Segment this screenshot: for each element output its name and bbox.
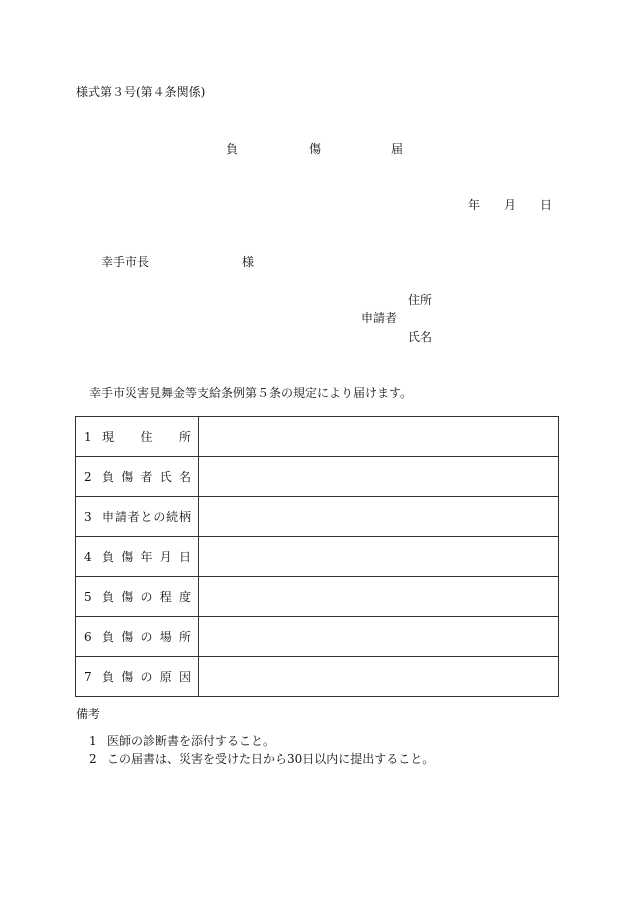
table-row	[76, 417, 559, 457]
injury-severity-field[interactable]	[199, 577, 559, 617]
row-label: 負傷の程度	[102, 590, 191, 604]
addressee-honorific: 様	[242, 255, 255, 269]
row-label: 申請者との続柄	[102, 510, 191, 524]
remark-item	[89, 753, 434, 765]
remark-item	[89, 735, 275, 747]
row-label-cell	[76, 617, 199, 657]
row-label: 現住所	[102, 430, 191, 444]
row-label-cell	[76, 657, 199, 697]
row-number: 3	[84, 509, 92, 524]
injury-date-field[interactable]	[199, 537, 559, 577]
row-label: 負傷年月日	[102, 550, 191, 564]
remark-number: 1	[89, 734, 97, 748]
addressee-line	[0, 256, 630, 270]
date-month-label: 月	[504, 198, 517, 212]
row-number: 1	[84, 429, 92, 444]
title-char: 負	[226, 142, 239, 156]
declaration-text: 幸手市災害見舞金等支給条例第５条の規定により届けます。	[89, 386, 413, 400]
row-number: 5	[84, 589, 92, 604]
relationship-field[interactable]	[199, 497, 559, 537]
applicant-label: 申請者	[361, 311, 398, 325]
row-label-cell	[76, 577, 199, 617]
table-row	[76, 657, 559, 697]
injured-person-name-field[interactable]	[199, 457, 559, 497]
form-table	[75, 416, 559, 697]
table-row	[76, 457, 559, 497]
applicant-address-label: 住所	[408, 293, 433, 307]
remark-text: 医師の診断書を添付すること。	[107, 734, 276, 748]
injury-location-field[interactable]	[199, 617, 559, 657]
title-char: 届	[391, 142, 404, 156]
date-year-label: 年	[468, 198, 481, 212]
row-label-cell	[76, 417, 199, 457]
table-row	[76, 537, 559, 577]
row-number: 2	[84, 469, 92, 484]
remarks-heading: 備考	[76, 707, 101, 721]
table-row	[76, 617, 559, 657]
row-number: 7	[84, 669, 92, 684]
applicant-name-label: 氏名	[408, 330, 433, 344]
date-day-label: 日	[540, 198, 553, 212]
title-char: 傷	[309, 142, 322, 156]
table-row	[76, 577, 559, 617]
row-label: 負傷の場所	[102, 630, 191, 644]
row-label-cell	[76, 537, 199, 577]
row-number: 4	[84, 549, 92, 564]
row-label-cell	[76, 457, 199, 497]
injury-cause-field[interactable]	[199, 657, 559, 697]
row-label: 負傷の原因	[102, 670, 191, 684]
addressee-name: 幸手市長	[101, 255, 150, 269]
current-address-field[interactable]	[199, 417, 559, 457]
remark-number: 2	[89, 752, 97, 766]
form-number: 様式第３号(第４条関係)	[76, 85, 206, 99]
row-label: 負傷者氏名	[102, 470, 191, 484]
remark-text: この届書は、災害を受けた日から30日以内に提出すること。	[107, 752, 435, 766]
date-line	[0, 199, 630, 213]
row-number: 6	[84, 629, 92, 644]
table-row	[76, 497, 559, 537]
row-label-cell	[76, 497, 199, 537]
document-title	[0, 143, 630, 157]
